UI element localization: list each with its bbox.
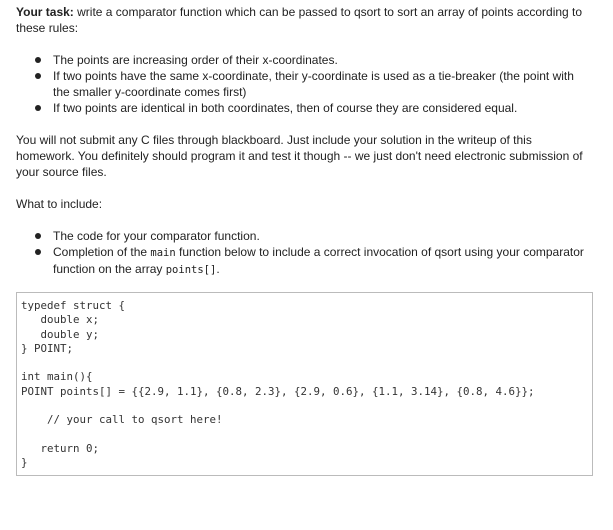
rule-item	[35, 100, 591, 116]
code-line	[21, 399, 592, 413]
code-line: typedef struct {	[21, 299, 126, 312]
code-line: double x;	[21, 313, 100, 327]
code-line: POINT points[] = {{2.9, 1.1}, {0.8, 2.3}, {2.9, 0.6}, {1.1, 3.14}, {0.8, 4.6}};	[21, 384, 535, 398]
code-line: } POINT;	[21, 341, 74, 355]
include-heading: What to include:	[16, 197, 103, 211]
bullet-icon	[35, 73, 41, 79]
include-text-post: .	[216, 262, 220, 276]
rules-list	[35, 52, 591, 116]
bullet-icon	[35, 249, 41, 255]
rule-text: The points are increasing order of their x-coordinates.	[53, 53, 338, 67]
bullet-icon	[35, 233, 41, 239]
include-text-pre: Completion of the	[53, 245, 151, 259]
bullet-icon	[35, 105, 41, 111]
rule-item	[35, 68, 591, 100]
task-label: Your task:	[16, 5, 74, 19]
include-text: The code for your comparator function.	[53, 229, 260, 243]
task-text: write a comparator function which can be passed to qsort to sort an array of points according to these rules:	[16, 5, 583, 35]
include-text-mid: function below to include a correct invocation of qsort using your comparator function on the array	[53, 245, 584, 276]
task-intro	[16, 4, 591, 36]
points-code-ref: points[]	[165, 264, 217, 276]
include-item	[35, 244, 591, 278]
includes-list	[35, 228, 591, 278]
main-code-ref: main	[150, 247, 176, 259]
bullet-icon	[35, 57, 41, 63]
code-line	[21, 356, 592, 370]
rule-text: If two points are identical in both coordinates, then of course they are considered equal.	[53, 101, 518, 115]
code-block	[16, 292, 593, 476]
code-line	[21, 428, 592, 442]
submission-note: You will not submit any C files through blackboard. Just include your solution in the writeup of this homework. You definitely should program it and test it though -- we just don't need electronic submission of your source files.	[16, 133, 583, 179]
rule-text: If two points have the same x-coordinate, their y-coordinate is used as a tie-breaker (the point with the smaller y-coordinate comes first)	[53, 69, 574, 99]
code-line: int main(){	[21, 370, 93, 384]
include-item	[35, 228, 591, 244]
rule-item	[35, 52, 591, 68]
code-line: }	[21, 456, 28, 470]
code-line: double y;	[21, 327, 100, 341]
code-line: // your call to qsort here!	[21, 413, 223, 427]
code-line: return 0;	[21, 441, 100, 455]
